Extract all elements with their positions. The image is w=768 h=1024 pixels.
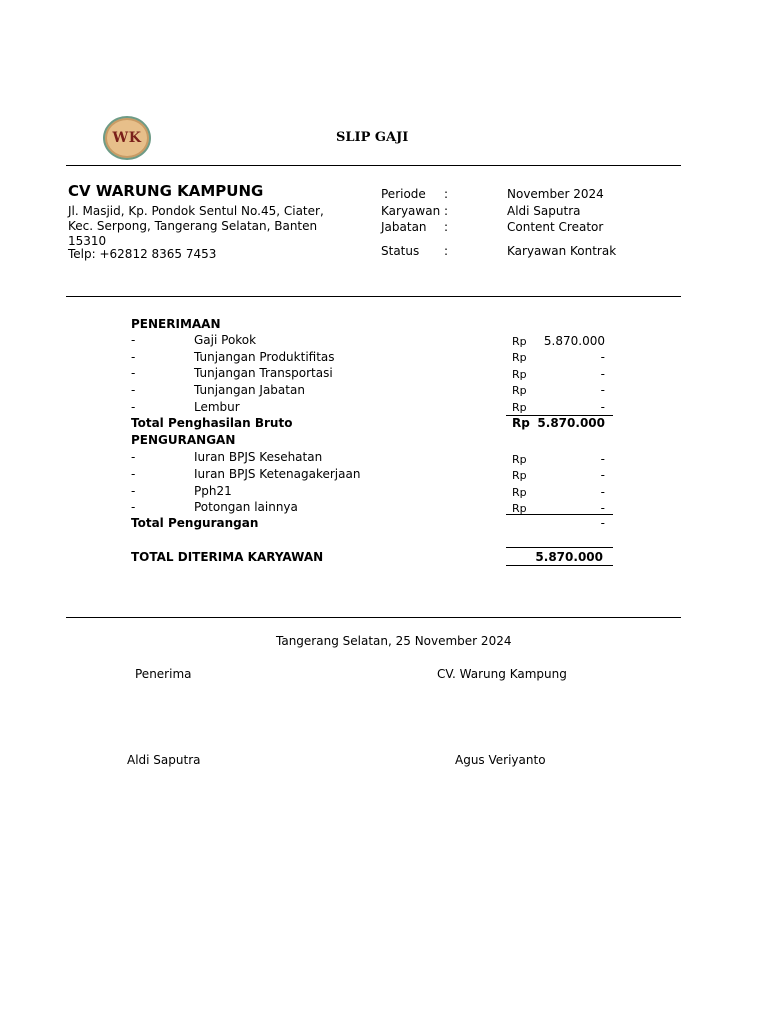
row-name: Tunjangan Jabatan <box>194 383 305 397</box>
row-amount: - <box>600 400 605 414</box>
receiver-name: Aldi Saputra <box>127 753 201 767</box>
employee-sep: : <box>444 187 449 201</box>
divider-bottom <box>66 617 681 618</box>
net-total-label: TOTAL DITERIMA KARYAWAN <box>131 550 324 564</box>
company-phone: Telp: +62812 8365 7453 <box>68 247 217 261</box>
deduction-total-label: Total Pengurangan <box>131 516 259 530</box>
income-total-currency: Rp <box>512 416 530 430</box>
employee-value: Aldi Saputra <box>507 204 581 218</box>
row-amount: 5.870.000 <box>543 334 605 348</box>
net-total-top-line <box>506 547 613 548</box>
row-dash: - <box>131 333 136 347</box>
row-name: Potongan lainnya <box>194 500 298 514</box>
employee-label: Status <box>381 244 420 258</box>
company-name: CV WARUNG KAMPUNG <box>68 182 264 200</box>
employee-value: November 2024 <box>507 187 604 201</box>
page-title: SLIP GAJI <box>336 130 409 145</box>
row-dash: - <box>131 400 136 414</box>
row-currency: Rp <box>512 502 527 515</box>
row-amount: - <box>600 383 605 397</box>
row-amount: - <box>600 468 605 482</box>
deduction-heading: PENGURANGAN <box>131 433 236 447</box>
income-total-label: Total Penghasilan Bruto <box>131 416 293 430</box>
row-currency: Rp <box>512 469 527 482</box>
row-name: Gaji Pokok <box>194 333 257 347</box>
income-heading: PENERIMAAN <box>131 317 221 331</box>
row-dash: - <box>131 484 136 498</box>
company-signer-name: Agus Veriyanto <box>455 753 546 767</box>
company-address-line3: 15310 <box>68 234 107 248</box>
employee-sep: : <box>444 204 449 218</box>
row-amount: - <box>600 501 605 515</box>
deduction-total-amount: - <box>600 516 605 530</box>
logo-text: WK <box>112 130 142 146</box>
row-name: Pph21 <box>194 484 232 498</box>
employee-label: Periode <box>381 187 426 201</box>
row-amount: - <box>600 452 605 466</box>
employee-value: Karyawan Kontrak <box>507 244 617 258</box>
employee-value: Content Creator <box>507 220 604 234</box>
company-signature-label: CV. Warung Kampung <box>437 667 567 681</box>
row-currency: Rp <box>512 351 527 364</box>
row-amount: - <box>600 485 605 499</box>
employee-sep: : <box>444 220 449 234</box>
row-amount: - <box>600 350 605 364</box>
row-currency: Rp <box>512 453 527 466</box>
row-currency: Rp <box>512 486 527 499</box>
row-currency: Rp <box>512 384 527 397</box>
row-dash: - <box>131 366 136 380</box>
row-dash: - <box>131 467 136 481</box>
divider-middle <box>66 296 681 297</box>
row-name: Iuran BPJS Ketenagakerjaan <box>194 467 361 481</box>
row-amount: - <box>600 367 605 381</box>
row-dash: - <box>131 350 136 364</box>
company-address-line1: Jl. Masjid, Kp. Pondok Sentul No.45, Ciater, <box>68 204 324 218</box>
row-dash: - <box>131 500 136 514</box>
row-dash: - <box>131 450 136 464</box>
income-total-amount: 5.870.000 <box>537 416 605 430</box>
row-currency: Rp <box>512 368 527 381</box>
employee-sep: : <box>444 244 449 258</box>
row-currency: Rp <box>512 401 527 414</box>
net-total-amount: 5.870.000 <box>535 550 603 564</box>
row-name: Tunjangan Transportasi <box>194 366 333 380</box>
row-currency: Rp <box>512 335 527 348</box>
row-name: Tunjangan Produktifitas <box>194 350 335 364</box>
employee-label: Karyawan <box>381 204 441 218</box>
company-address-line2: Kec. Serpong, Tangerang Selatan, Banten <box>68 219 318 233</box>
subtotal-line <box>506 514 613 515</box>
receiver-label: Penerima <box>135 667 192 681</box>
row-name: Iuran BPJS Kesehatan <box>194 450 323 464</box>
divider-top <box>66 165 681 166</box>
row-dash: - <box>131 383 136 397</box>
net-total-bottom-line <box>506 565 613 566</box>
company-logo <box>103 116 151 160</box>
employee-label: Jabatan <box>381 220 427 234</box>
place-date: Tangerang Selatan, 25 November 2024 <box>276 634 512 648</box>
row-name: Lembur <box>194 400 240 414</box>
